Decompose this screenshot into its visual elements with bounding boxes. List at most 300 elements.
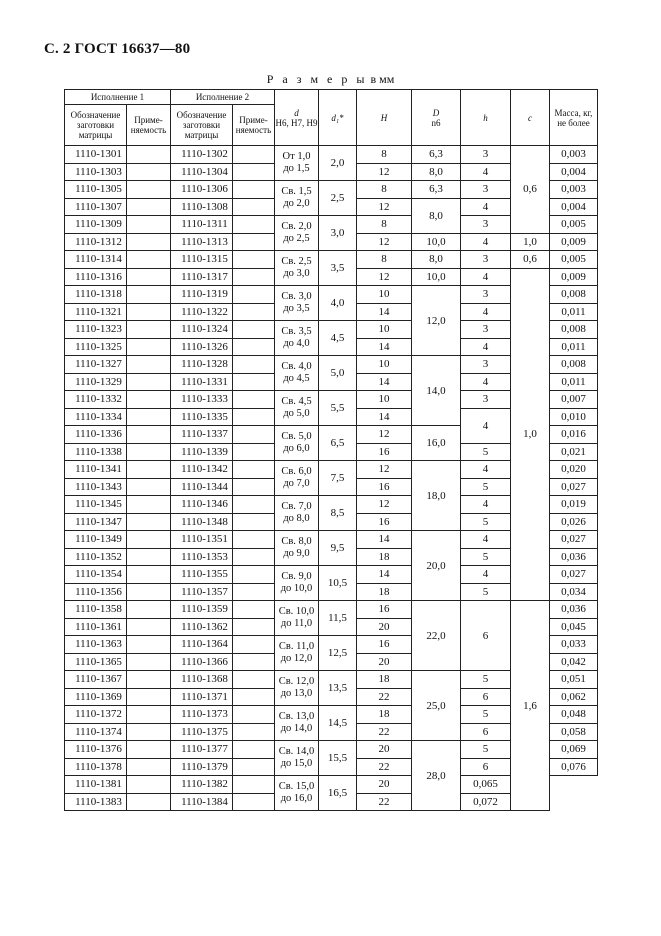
designation-2-cell: 1110-1331 — [171, 373, 233, 391]
designation-1-cell: 1110-1347 — [65, 513, 127, 531]
header-applicability-1: Приме-няемость — [127, 105, 171, 146]
applicability-2-cell — [233, 303, 275, 321]
designation-2-cell: 1110-1366 — [171, 653, 233, 671]
designation-1-cell: 1110-1367 — [65, 671, 127, 689]
h-cell: 4 — [461, 496, 511, 514]
designation-2-cell: 1110-1353 — [171, 548, 233, 566]
mass-cell: 0,009 — [550, 233, 598, 251]
applicability-2-cell — [233, 181, 275, 199]
applicability-2-cell — [233, 338, 275, 356]
header-H: H — [357, 90, 412, 146]
d1-cell: 11,5 — [319, 601, 357, 636]
applicability-1-cell — [127, 233, 171, 251]
designation-2-cell: 1110-1355 — [171, 566, 233, 584]
mass-cell: 0,010 — [550, 408, 598, 426]
applicability-2-cell — [233, 233, 275, 251]
applicability-1-cell — [127, 321, 171, 339]
applicability-1-cell — [127, 688, 171, 706]
applicability-1-cell — [127, 356, 171, 374]
applicability-2-cell — [233, 391, 275, 409]
H-cell: 20 — [357, 776, 412, 794]
designation-2-cell: 1110-1346 — [171, 496, 233, 514]
applicability-2-cell — [233, 636, 275, 654]
dimensions-table — [64, 89, 598, 811]
mass-cell: 0,027 — [550, 566, 598, 584]
designation-2-cell: 1110-1371 — [171, 688, 233, 706]
H-cell: 16 — [357, 478, 412, 496]
h-cell: 5 — [461, 741, 511, 759]
H-cell: 12 — [357, 496, 412, 514]
h-cell: 3 — [461, 251, 511, 269]
H-cell: 18 — [357, 671, 412, 689]
applicability-1-cell — [127, 163, 171, 181]
header-applicability-2: Приме-няемость — [233, 105, 275, 146]
applicability-1-cell — [127, 146, 171, 164]
designation-1-cell: 1110-1374 — [65, 723, 127, 741]
applicability-2-cell — [233, 548, 275, 566]
h-cell: 3 — [461, 286, 511, 304]
applicability-2-cell — [233, 146, 275, 164]
mass-cell: 0,033 — [550, 636, 598, 654]
applicability-1-cell — [127, 636, 171, 654]
applicability-2-cell — [233, 443, 275, 461]
h-cell: 5 — [461, 478, 511, 496]
applicability-2-cell — [233, 426, 275, 444]
D-cell: 8,0 — [412, 251, 461, 269]
applicability-1-cell — [127, 198, 171, 216]
h-cell: 3 — [461, 391, 511, 409]
applicability-2-cell — [233, 198, 275, 216]
applicability-2-cell — [233, 461, 275, 479]
applicability-1-cell — [127, 373, 171, 391]
applicability-1-cell — [127, 513, 171, 531]
designation-1-cell: 1110-1345 — [65, 496, 127, 514]
designation-2-cell: 1110-1319 — [171, 286, 233, 304]
d1-cell: 4,5 — [319, 321, 357, 356]
H-cell: 12 — [357, 461, 412, 479]
mass-cell: 0,036 — [550, 601, 598, 619]
applicability-1-cell — [127, 496, 171, 514]
designation-1-cell: 1110-1307 — [65, 198, 127, 216]
H-cell: 22 — [357, 793, 412, 811]
table-caption: Р а з м е р ы в мм — [266, 72, 395, 86]
applicability-1-cell — [127, 776, 171, 794]
designation-2-cell: 1110-1315 — [171, 251, 233, 269]
designation-2-cell: 1110-1384 — [171, 793, 233, 811]
d-range-cell: Св. 12,0 до 13,0 — [275, 671, 319, 706]
applicability-1-cell — [127, 478, 171, 496]
designation-2-cell: 1110-1326 — [171, 338, 233, 356]
d-range-cell: Св. 9,0 до 10,0 — [275, 566, 319, 601]
D-cell: 28,0 — [412, 741, 461, 811]
H-cell: 22 — [357, 758, 412, 776]
applicability-2-cell — [233, 251, 275, 269]
mass-cell: 0,069 — [550, 741, 598, 759]
applicability-1-cell — [127, 426, 171, 444]
H-cell: 16 — [357, 513, 412, 531]
applicability-2-cell — [233, 513, 275, 531]
H-cell: 10 — [357, 321, 412, 339]
mass-cell: 0,008 — [550, 286, 598, 304]
h-cell: 4 — [461, 531, 511, 549]
H-cell: 14 — [357, 408, 412, 426]
header-execution-1: Исполнение 1 — [65, 90, 171, 105]
D-cell: 14,0 — [412, 356, 461, 426]
mass-cell: 0,065 — [461, 776, 511, 794]
designation-2-cell: 1110-1313 — [171, 233, 233, 251]
designation-2-cell: 1110-1302 — [171, 146, 233, 164]
header-D: D n6 — [412, 90, 461, 146]
c-cell: 0,6 — [511, 146, 550, 234]
applicability-1-cell — [127, 671, 171, 689]
D-cell: 25,0 — [412, 671, 461, 741]
designation-1-cell: 1110-1323 — [65, 321, 127, 339]
mass-cell: 0,048 — [550, 706, 598, 724]
c-cell: 1,0 — [511, 233, 550, 251]
designation-2-cell: 1110-1324 — [171, 321, 233, 339]
H-cell: 18 — [357, 706, 412, 724]
applicability-1-cell — [127, 618, 171, 636]
applicability-1-cell — [127, 268, 171, 286]
designation-1-cell: 1110-1361 — [65, 618, 127, 636]
applicability-1-cell — [127, 793, 171, 811]
applicability-1-cell — [127, 723, 171, 741]
header-d: d H6, H7, H9 — [275, 90, 319, 146]
H-cell: 10 — [357, 356, 412, 374]
H-cell: 12 — [357, 198, 412, 216]
designation-2-cell: 1110-1328 — [171, 356, 233, 374]
mass-cell: 0,027 — [550, 531, 598, 549]
h-cell: 6 — [461, 688, 511, 706]
h-cell: 5 — [461, 443, 511, 461]
designation-2-cell: 1110-1344 — [171, 478, 233, 496]
h-cell: 4 — [461, 566, 511, 584]
mass-cell: 0,016 — [550, 426, 598, 444]
h-cell: 4 — [461, 198, 511, 216]
designation-1-cell: 1110-1325 — [65, 338, 127, 356]
h-cell: 4 — [461, 461, 511, 479]
mass-cell: 0,026 — [550, 513, 598, 531]
designation-2-cell: 1110-1368 — [171, 671, 233, 689]
applicability-1-cell — [127, 601, 171, 619]
d1-cell: 12,5 — [319, 636, 357, 671]
mass-cell: 0,058 — [550, 723, 598, 741]
d1-cell: 5,0 — [319, 356, 357, 391]
mass-cell: 0,072 — [461, 793, 511, 811]
mass-cell: 0,076 — [550, 758, 598, 776]
designation-2-cell: 1110-1348 — [171, 513, 233, 531]
h-cell: 4 — [461, 373, 511, 391]
d-range-cell: Св. 3,5 до 4,0 — [275, 321, 319, 356]
D-cell: 8,0 — [412, 163, 461, 181]
header-mass: Масса, кг, не более — [550, 90, 598, 146]
D-cell: 22,0 — [412, 601, 461, 671]
applicability-2-cell — [233, 618, 275, 636]
d-range-cell: Св. 10,0 до 11,0 — [275, 601, 319, 636]
designation-2-cell: 1110-1322 — [171, 303, 233, 321]
mass-cell: 0,021 — [550, 443, 598, 461]
mass-cell: 0,034 — [550, 583, 598, 601]
D-cell: 6,3 — [412, 181, 461, 199]
D-cell: 8,0 — [412, 198, 461, 233]
h-cell: 3 — [461, 321, 511, 339]
designation-2-cell: 1110-1337 — [171, 426, 233, 444]
h-cell: 4 — [461, 408, 511, 443]
d1-cell: 10,5 — [319, 566, 357, 601]
applicability-2-cell — [233, 583, 275, 601]
d1-cell: 3,5 — [319, 251, 357, 286]
d1-cell: 3,0 — [319, 216, 357, 251]
d1-cell: 8,5 — [319, 496, 357, 531]
d-range-cell: Св. 14,0 до 15,0 — [275, 741, 319, 776]
designation-2-cell: 1110-1377 — [171, 741, 233, 759]
designation-1-cell: 1110-1309 — [65, 216, 127, 234]
applicability-1-cell — [127, 653, 171, 671]
d-range-cell: Св. 4,5 до 5,0 — [275, 391, 319, 426]
applicability-2-cell — [233, 566, 275, 584]
applicability-1-cell — [127, 286, 171, 304]
h-cell: 5 — [461, 583, 511, 601]
H-cell: 8 — [357, 181, 412, 199]
c-cell: 1,6 — [511, 601, 550, 811]
H-cell: 14 — [357, 303, 412, 321]
mass-cell: 0,045 — [550, 618, 598, 636]
applicability-2-cell — [233, 408, 275, 426]
D-cell: 10,0 — [412, 233, 461, 251]
h-cell: 4 — [461, 268, 511, 286]
applicability-1-cell — [127, 391, 171, 409]
d-range-cell: Св. 6,0 до 7,0 — [275, 461, 319, 496]
H-cell: 8 — [357, 251, 412, 269]
applicability-2-cell — [233, 793, 275, 811]
designation-1-cell: 1110-1356 — [65, 583, 127, 601]
H-cell: 14 — [357, 373, 412, 391]
c-cell: 1,0 — [511, 268, 550, 601]
designation-1-cell: 1110-1316 — [65, 268, 127, 286]
table-body — [65, 146, 598, 811]
designation-1-cell: 1110-1314 — [65, 251, 127, 269]
designation-2-cell: 1110-1306 — [171, 181, 233, 199]
header-d1: d₁* — [319, 90, 357, 146]
designation-1-cell: 1110-1381 — [65, 776, 127, 794]
applicability-2-cell — [233, 286, 275, 304]
D-cell: 6,3 — [412, 146, 461, 164]
header-designation-1: Обозначение заготовки матрицы — [65, 105, 127, 146]
mass-cell: 0,008 — [550, 321, 598, 339]
d-range-cell: Св. 11,0 до 12,0 — [275, 636, 319, 671]
h-cell: 4 — [461, 163, 511, 181]
h-cell: 4 — [461, 338, 511, 356]
designation-1-cell: 1110-1354 — [65, 566, 127, 584]
mass-cell: 0,027 — [550, 478, 598, 496]
designation-1-cell: 1110-1327 — [65, 356, 127, 374]
mass-cell: 0,019 — [550, 496, 598, 514]
d-range-cell: Св. 5,0 до 6,0 — [275, 426, 319, 461]
mass-cell: 0,062 — [550, 688, 598, 706]
applicability-2-cell — [233, 758, 275, 776]
mass-cell: 0,003 — [550, 146, 598, 164]
designation-1-cell: 1110-1321 — [65, 303, 127, 321]
h-cell: 4 — [461, 233, 511, 251]
designation-2-cell: 1110-1333 — [171, 391, 233, 409]
H-cell: 12 — [357, 268, 412, 286]
designation-2-cell: 1110-1382 — [171, 776, 233, 794]
H-cell: 12 — [357, 163, 412, 181]
h-cell: 3 — [461, 146, 511, 164]
designation-1-cell: 1110-1318 — [65, 286, 127, 304]
applicability-2-cell — [233, 741, 275, 759]
d-range-cell: Св. 4,0 до 4,5 — [275, 356, 319, 391]
designation-2-cell: 1110-1362 — [171, 618, 233, 636]
mass-cell: 0,011 — [550, 373, 598, 391]
D-cell: 18,0 — [412, 461, 461, 531]
h-cell: 3 — [461, 356, 511, 374]
applicability-1-cell — [127, 181, 171, 199]
designation-1-cell: 1110-1303 — [65, 163, 127, 181]
table-row — [65, 601, 598, 619]
designation-2-cell: 1110-1373 — [171, 706, 233, 724]
d1-cell: 14,5 — [319, 706, 357, 741]
table-row — [65, 146, 598, 164]
mass-cell: 0,051 — [550, 671, 598, 689]
mass-cell: 0,003 — [550, 181, 598, 199]
d1-cell: 9,5 — [319, 531, 357, 566]
mass-cell: 0,042 — [550, 653, 598, 671]
designation-2-cell: 1110-1335 — [171, 408, 233, 426]
applicability-1-cell — [127, 706, 171, 724]
H-cell: 8 — [357, 216, 412, 234]
designation-2-cell: 1110-1317 — [171, 268, 233, 286]
H-cell: 22 — [357, 723, 412, 741]
applicability-1-cell — [127, 741, 171, 759]
mass-cell: 0,007 — [550, 391, 598, 409]
H-cell: 14 — [357, 566, 412, 584]
applicability-2-cell — [233, 163, 275, 181]
mass-cell: 0,004 — [550, 163, 598, 181]
designation-1-cell: 1110-1378 — [65, 758, 127, 776]
mass-cell: 0,004 — [550, 198, 598, 216]
header-execution-2: Исполнение 2 — [171, 90, 275, 105]
designation-2-cell: 1110-1351 — [171, 531, 233, 549]
designation-2-cell: 1110-1308 — [171, 198, 233, 216]
H-cell: 10 — [357, 286, 412, 304]
applicability-2-cell — [233, 321, 275, 339]
h-cell: 4 — [461, 303, 511, 321]
applicability-2-cell — [233, 653, 275, 671]
designation-1-cell: 1110-1332 — [65, 391, 127, 409]
designation-1-cell: 1110-1358 — [65, 601, 127, 619]
header-designation-2: Обозначение заготовки матрицы — [171, 105, 233, 146]
applicability-1-cell — [127, 338, 171, 356]
d-range-cell: Св. 2,5 до 3,0 — [275, 251, 319, 286]
h-cell: 6 — [461, 723, 511, 741]
H-cell: 12 — [357, 426, 412, 444]
mass-cell: 0,020 — [550, 461, 598, 479]
designation-2-cell: 1110-1339 — [171, 443, 233, 461]
h-cell: 5 — [461, 706, 511, 724]
d1-cell: 13,5 — [319, 671, 357, 706]
page-header: С. 2 ГОСТ 16637—80 — [44, 41, 191, 57]
mass-cell: 0,008 — [550, 356, 598, 374]
h-cell: 3 — [461, 216, 511, 234]
designation-1-cell: 1110-1352 — [65, 548, 127, 566]
d1-cell: 15,5 — [319, 741, 357, 776]
applicability-1-cell — [127, 408, 171, 426]
d-range-cell: Св. 2,0 до 2,5 — [275, 216, 319, 251]
h-cell: 3 — [461, 181, 511, 199]
d-range-cell: Св. 8,0 до 9,0 — [275, 531, 319, 566]
mass-cell: 0,009 — [550, 268, 598, 286]
applicability-1-cell — [127, 566, 171, 584]
D-cell: 12,0 — [412, 286, 461, 356]
H-cell: 14 — [357, 531, 412, 549]
designation-1-cell: 1110-1363 — [65, 636, 127, 654]
d1-cell: 2,0 — [319, 146, 357, 181]
H-cell: 16 — [357, 601, 412, 619]
applicability-2-cell — [233, 268, 275, 286]
applicability-1-cell — [127, 443, 171, 461]
H-cell: 22 — [357, 688, 412, 706]
designation-2-cell: 1110-1311 — [171, 216, 233, 234]
d-range-cell: Св. 3,0 до 3,5 — [275, 286, 319, 321]
applicability-1-cell — [127, 583, 171, 601]
H-cell: 14 — [357, 338, 412, 356]
header-h: h — [461, 90, 511, 146]
applicability-2-cell — [233, 601, 275, 619]
d-range-cell: Св. 15,0 до 16,0 — [275, 776, 319, 811]
applicability-1-cell — [127, 216, 171, 234]
mass-cell: 0,005 — [550, 251, 598, 269]
designation-1-cell: 1110-1341 — [65, 461, 127, 479]
applicability-1-cell — [127, 251, 171, 269]
designation-1-cell: 1110-1329 — [65, 373, 127, 391]
H-cell: 16 — [357, 443, 412, 461]
applicability-2-cell — [233, 356, 275, 374]
h-cell: 5 — [461, 513, 511, 531]
applicability-1-cell — [127, 548, 171, 566]
d1-cell: 4,0 — [319, 286, 357, 321]
applicability-2-cell — [233, 496, 275, 514]
h-cell: 6 — [461, 758, 511, 776]
applicability-2-cell — [233, 531, 275, 549]
d1-cell: 6,5 — [319, 426, 357, 461]
designation-1-cell: 1110-1301 — [65, 146, 127, 164]
designation-2-cell: 1110-1357 — [171, 583, 233, 601]
applicability-2-cell — [233, 706, 275, 724]
h-cell: 5 — [461, 548, 511, 566]
designation-1-cell: 1110-1369 — [65, 688, 127, 706]
designation-2-cell: 1110-1304 — [171, 163, 233, 181]
designation-1-cell: 1110-1343 — [65, 478, 127, 496]
H-cell: 20 — [357, 618, 412, 636]
designation-2-cell: 1110-1364 — [171, 636, 233, 654]
D-cell: 10,0 — [412, 268, 461, 286]
d-range-cell: Св. 13,0 до 14,0 — [275, 706, 319, 741]
designation-1-cell: 1110-1334 — [65, 408, 127, 426]
mass-cell: 0,011 — [550, 303, 598, 321]
H-cell: 18 — [357, 548, 412, 566]
designation-2-cell: 1110-1342 — [171, 461, 233, 479]
applicability-2-cell — [233, 723, 275, 741]
designation-1-cell: 1110-1336 — [65, 426, 127, 444]
designation-1-cell: 1110-1372 — [65, 706, 127, 724]
H-cell: 8 — [357, 146, 412, 164]
applicability-1-cell — [127, 758, 171, 776]
applicability-2-cell — [233, 776, 275, 794]
designation-1-cell: 1110-1349 — [65, 531, 127, 549]
designation-1-cell: 1110-1305 — [65, 181, 127, 199]
applicability-2-cell — [233, 478, 275, 496]
